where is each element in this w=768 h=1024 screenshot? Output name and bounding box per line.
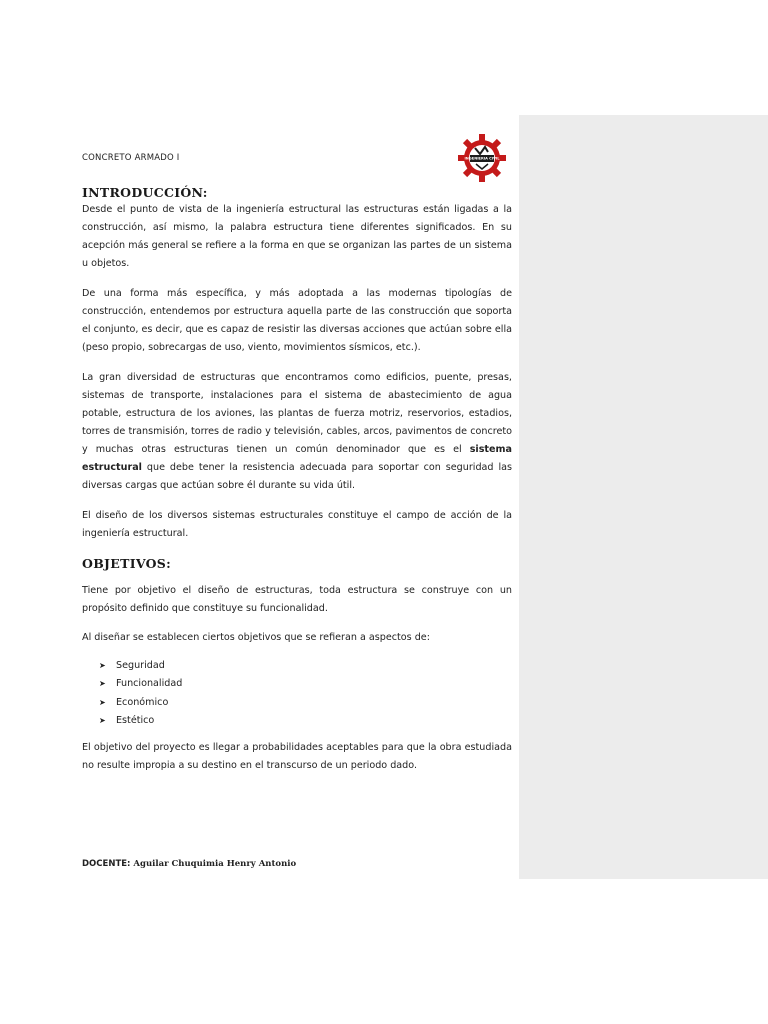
sistema-estructural-bold: sistema estructural (82, 444, 512, 473)
docente-label: DOCENTE: (82, 859, 131, 869)
list-item (82, 675, 512, 693)
arrowhead-bullet-icon: ➤ (99, 661, 106, 670)
docente-line (82, 859, 296, 869)
comment-pane (519, 115, 768, 879)
document-page (82, 0, 512, 1024)
list-item-label: Funcionalidad (116, 678, 183, 690)
list-item-label: Seguridad (116, 660, 165, 671)
objetivos-paragraph-1: Tiene por objetivo el diseño de estructuras, toda estructura se construye con un propósito definido que constituye su funcionalidad. (82, 585, 512, 614)
intro-paragraph-2: De una forma más específica, y más adoptada a las modernas tipologías de construcción, entendemos por estructura aquella parte de las construcción que soporta el conjunto, es decir, que es capaz de resistir las diversas acciones que actúan sobre ella (peso propio, sobrecargas de uso, viento, movimientos sísmicos, etc.). (82, 288, 512, 353)
list-item-label: Estético (116, 714, 155, 726)
intro-paragraph-3-start: La gran diversidad de estructuras que encontramos como edificios, puente, presas, sistemas de transporte, instalaciones para el sistema de abastecimiento de agua potable, estructura de los aviones, las plantas de fuerza motriz, reservorios, estadios, torres de transmisión, torres de radio y televisión, cables, arcos, pavimentos de concreto y muchas otras estructuras tienen un común denominador que es el (82, 372, 512, 455)
arrowhead-bullet-icon: ➤ (99, 715, 106, 725)
objectives-list (82, 657, 512, 730)
intro-paragraph-4: El diseño de los diversos sistemas estructurales constituye el campo de acción de la ingeniería estructural. (82, 510, 512, 539)
objetivos-paragraph-2: Al diseñar se establecen ciertos objetivos que se refieran a aspectos de: (82, 632, 430, 643)
docente-name: Aguilar Chuquimia Henry Antonio (133, 859, 297, 869)
logo-text: INGENIERIA CIVIL (464, 156, 500, 161)
course-title: CONCRETO ARMADO I (82, 153, 180, 163)
document-content (82, 185, 512, 775)
objetivos-heading: OBJETIVOS: (82, 556, 172, 571)
list-item (82, 712, 512, 730)
faculty-logo-icon (457, 133, 507, 183)
list-item (82, 657, 512, 675)
intro-paragraph-1: Desde el punto de vista de la ingeniería estructural las estructuras están ligadas a la construcción, así mismo, la palabra estructura tiene diferentes significados. En su acepción más general se refiere a la forma en que se organizan las partes de un sistema u objetos. (82, 204, 512, 269)
list-item-label: Económico (116, 696, 169, 708)
intro-paragraph-3 (82, 369, 512, 495)
document-header (82, 133, 512, 183)
introduccion-heading: INTRODUCCIÓN: (82, 185, 208, 200)
intro-paragraph-3-end: que debe tener la resistencia adecuada para soportar con seguridad las diversas cargas que actúan sobre él durante su vida útil. (82, 462, 512, 491)
arrowhead-bullet-icon: ➤ (99, 679, 106, 689)
arrowhead-bullet-icon: ➤ (99, 697, 106, 707)
list-item (82, 694, 512, 712)
objetivos-paragraph-3: El objetivo del proyecto es llegar a probabilidades aceptables para que la obra estudiada no resulte impropia a su destino en el transcurso de un periodo dado. (82, 742, 512, 772)
